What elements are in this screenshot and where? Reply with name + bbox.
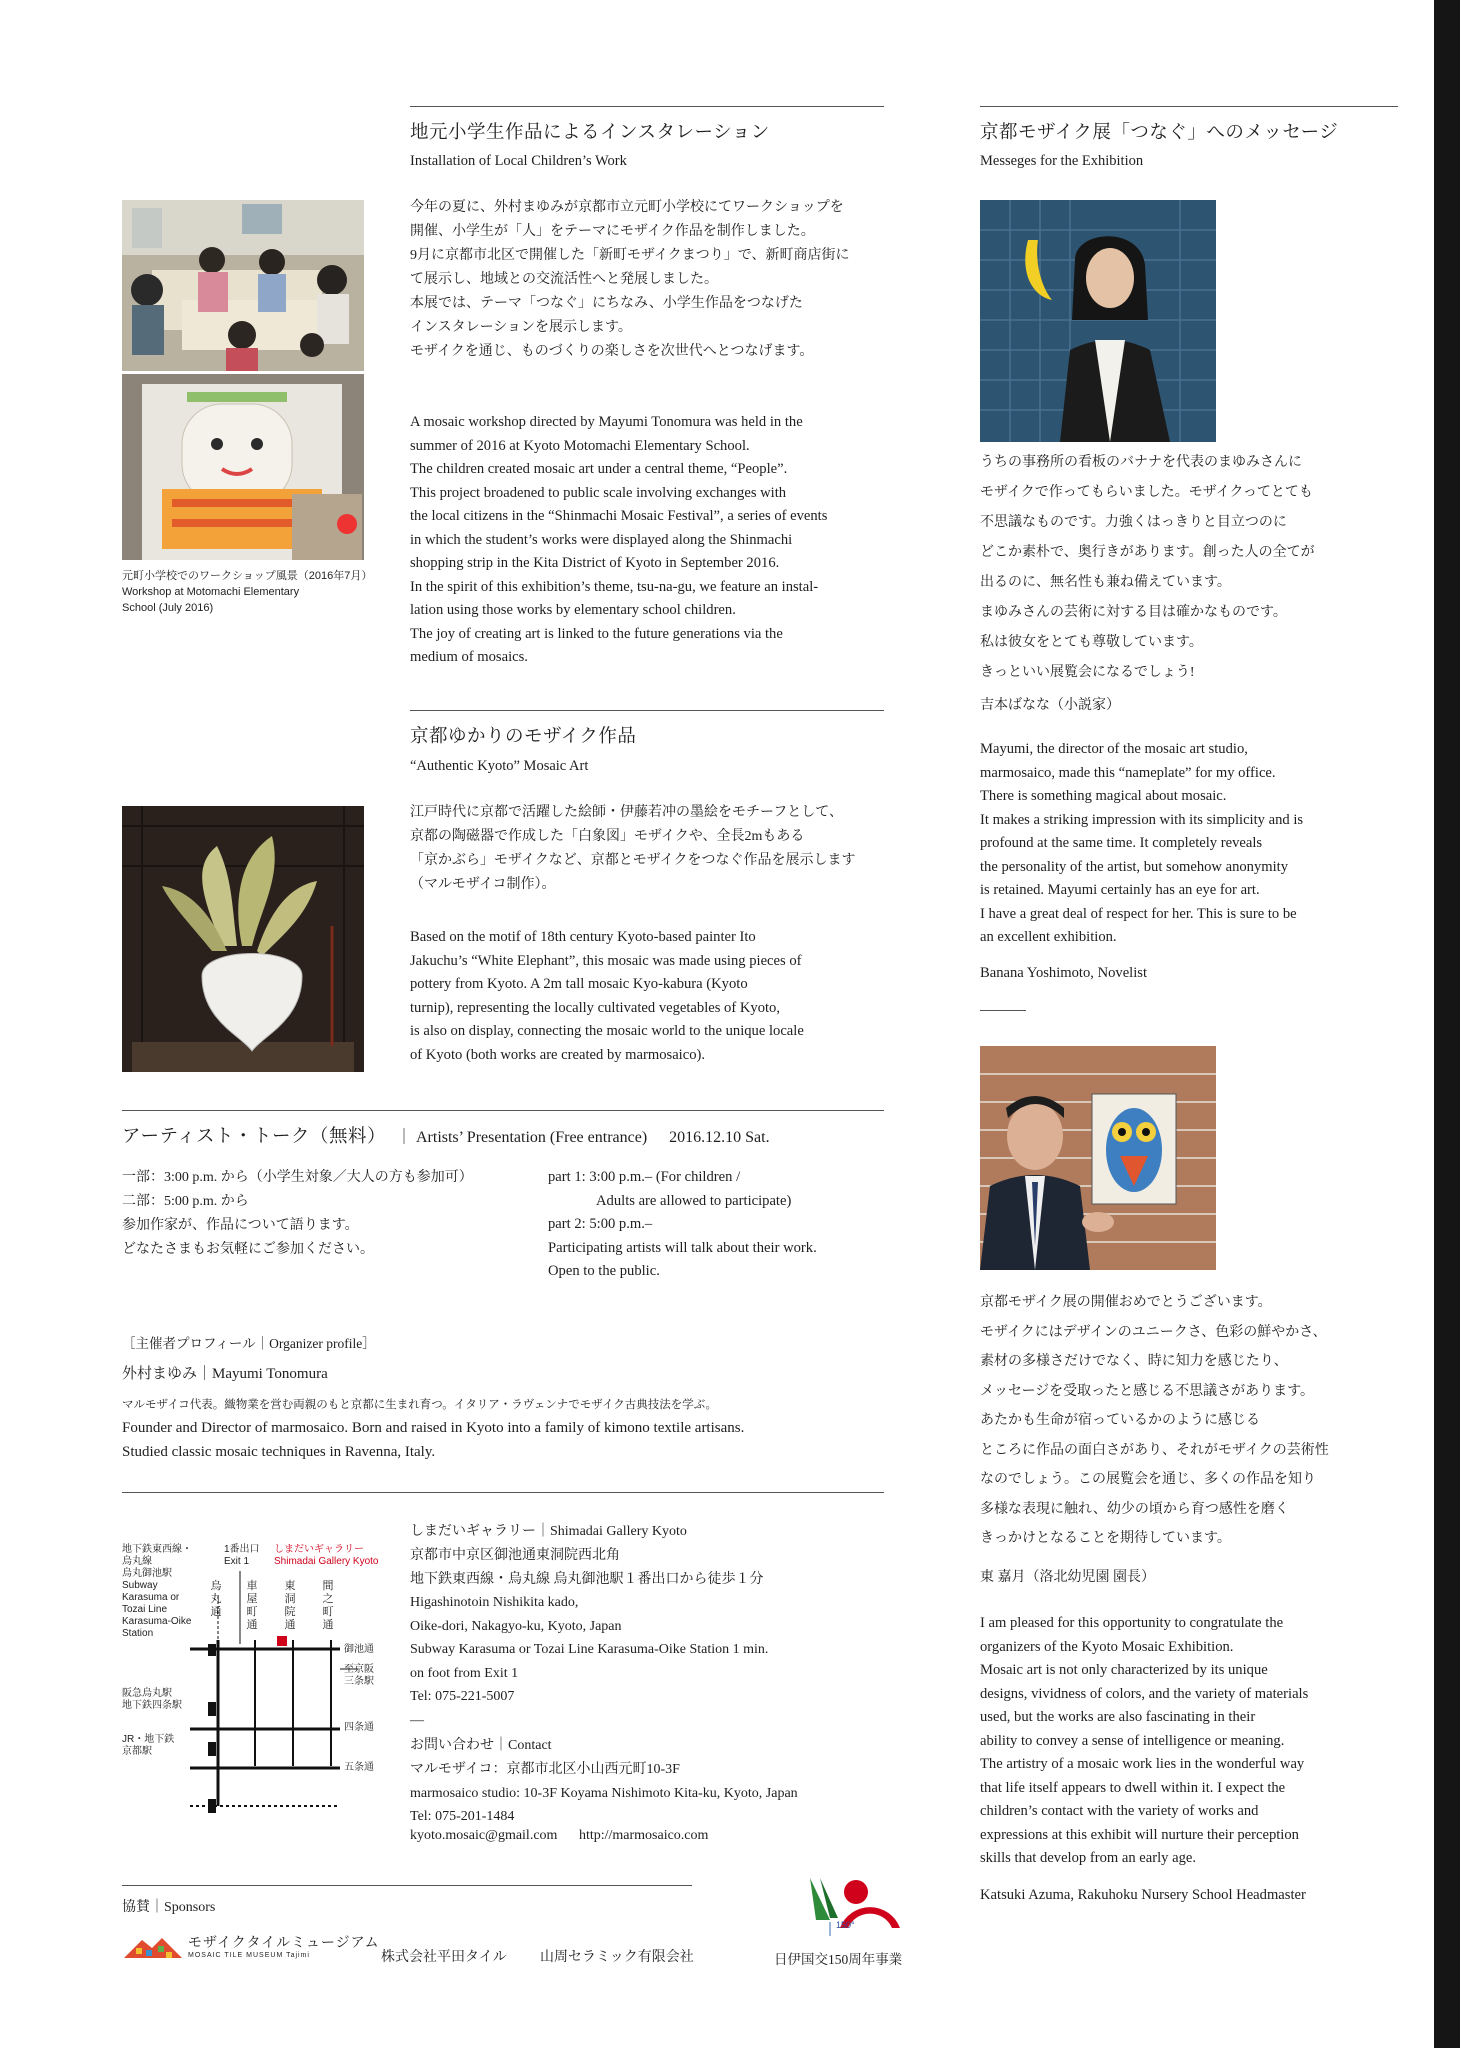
access-map xyxy=(118,1536,400,1826)
map-roads xyxy=(118,1536,400,1826)
section-divider xyxy=(122,1885,692,1886)
email-link[interactable]: kyoto.mosaic@gmail.com xyxy=(410,1828,558,1843)
text-line: expressions at this exhibit will nurture their perception xyxy=(980,1826,1299,1843)
text-line: part 1: 3:00 p.m.– (For children / xyxy=(548,1169,741,1185)
talk-title-en: Artists’ Presentation (Free entrance) xyxy=(415,1129,648,1146)
text-line: an excellent exhibition. xyxy=(980,929,1117,945)
section-divider xyxy=(410,106,884,107)
italy-japan-150-logo xyxy=(800,1870,910,1940)
text-line: Mosaic art is not only characterized by its unique xyxy=(980,1662,1268,1678)
caption-line: School (July 2016) xyxy=(122,602,214,614)
talk-separator: ｜ xyxy=(395,1129,412,1146)
text-line: is retained. Mayumi certainly has an eye for art. xyxy=(980,882,1260,898)
text-line: Based on the motif of 18th century Kyoto-based painter Ito xyxy=(410,929,756,945)
gallery-details xyxy=(410,1544,768,1732)
text-line: turnip), representing the locally cultivated vegetables of Kyoto, xyxy=(410,999,780,1016)
sponsor-hirata-tile: 株式会社平田タイル xyxy=(381,1950,507,1965)
text-line: used, but the works are also fascinating in their xyxy=(980,1709,1256,1725)
jubilee-mark: 150° xyxy=(836,1920,855,1930)
caption-line: Workshop at Motomachi Elementary xyxy=(122,586,300,598)
map-label-subway: 地下鉄東西線・ 烏丸線 烏丸御池駅 Subway Karasuma or Tozai Line Karasuma-Oike Station xyxy=(122,1544,192,1639)
talk-en xyxy=(548,1166,817,1284)
text-line: skills that develop from an early age. xyxy=(980,1850,1196,1866)
text-line: There is something magical about mosaic. xyxy=(980,788,1227,804)
map-label-sanjo: 至京阪 三条駅 xyxy=(344,1664,374,1687)
text-line: Tel: 075-201-1484 xyxy=(410,1809,515,1824)
text-line: インスタレーションを展示します。 xyxy=(410,320,632,335)
text-line: Participating artists will talk about their work. xyxy=(548,1239,817,1256)
text-line: Higashinotoin Nishikita kado, xyxy=(410,1595,579,1610)
text-line: The artistry of a mosaic work lies in the wonderful way xyxy=(980,1756,1305,1772)
text-line: まゆみさんの芸術に対する目は確かなものです。 xyxy=(980,605,1287,620)
text-line: て展示し、地域との交流活性へと発展しました。 xyxy=(410,272,718,287)
text-line: 9月に京都市北区で開催した「新町モザイクまつり」で、新町商店街に xyxy=(410,248,850,263)
message1-jp xyxy=(980,448,1315,688)
map-street-karasuma: 烏丸通 xyxy=(210,1580,222,1618)
text-line: 今年の夏に、外村まゆみが京都市立元町小学校にてワークショップを xyxy=(410,200,844,215)
short-divider xyxy=(980,1010,1026,1011)
organizer-name: 外村まゆみ｜Mayumi Tonomura xyxy=(122,1366,328,1382)
map-label-exit: 1番出口 Exit 1 xyxy=(224,1544,260,1567)
text-line: 開催、小学生が「人」をテーマにモザイク作品を制作しました。 xyxy=(410,224,815,239)
section2-title-en: “Authentic Kyoto” Mosaic Art xyxy=(410,758,589,774)
message2-signature-en: Katsuki Azuma, Rakuhoku Nursery School Headmaster xyxy=(980,1887,1306,1903)
text-line: きっかけとなることを期待しています。 xyxy=(980,1531,1231,1546)
sponsors-heading: 協賛｜Sponsors xyxy=(122,1900,216,1915)
talk-title-jp: アーティスト・トーク（無料） xyxy=(122,1127,386,1147)
organizer-bio-jp: マルモザイコ代表。織物業を営む両親のもと京都に生まれ育つ。イタリア・ラヴェンナでモザイク古典技法を学ぶ。 xyxy=(122,1399,718,1411)
text-line: shopping strip in the Kita District of Kyoto in September 2016. xyxy=(410,555,780,571)
text-line: モザイクを通じ、ものづくりの楽しさを次世代へとつなげます。 xyxy=(410,344,814,359)
organizer-bio-en xyxy=(122,1417,744,1464)
section1-title-en: Installation of Local Children’s Work xyxy=(410,153,627,169)
talk-jp xyxy=(122,1166,473,1262)
text-line: The joy of creating art is linked to the future generations via the xyxy=(410,625,783,642)
museum-name-en: MOSAIC TILE MUSEUM Tajimi xyxy=(188,1952,310,1959)
section-divider xyxy=(122,1492,884,1493)
text-line: ability to convey a sense of intelligence or meaning. xyxy=(980,1732,1285,1749)
section1-title-jp: 地元小学生作品によるインスタレーション xyxy=(410,123,770,143)
text-line: きっといい展覧会になるでしょう! xyxy=(980,665,1195,680)
map-street-ainomachi: 間之町通 xyxy=(322,1580,334,1631)
text-line: in which the student’s works were displayed along the Shinmachi xyxy=(410,531,793,548)
jubilee-label: 日伊国交150周年事業 xyxy=(774,1952,903,1967)
text-line: メッセージを受取ったと感じる不思議さがあります。 xyxy=(980,1383,1315,1399)
text-line: ところに作品の面白さがあり、それがモザイクの芸術性 xyxy=(980,1442,1329,1458)
text-line: Adults are allowed to participate) xyxy=(596,1192,792,1209)
text-line: 二部：5:00 p.m. から xyxy=(122,1194,249,1209)
text-line: that life itself appears to dwell within it. I expect the xyxy=(980,1779,1286,1796)
text-line: どなたさまもお気軽にご参加ください。 xyxy=(122,1242,374,1257)
contact-heading: お問い合わせ｜Contact xyxy=(410,1738,552,1753)
text-line: どこか素朴で、奥行きがあります。創った人の全てが xyxy=(980,545,1315,560)
message1-signature-en: Banana Yoshimoto, Novelist xyxy=(980,965,1148,981)
workshop-photo xyxy=(122,200,364,371)
text-line: 江戸時代に京都で活躍した絵師・伊藤若冲の墨絵をモチーフとして、 xyxy=(410,805,844,820)
message2-jp xyxy=(980,1288,1329,1554)
messages-title-jp: 京都モザイク展「つなぐ」へのメッセージ xyxy=(980,123,1339,143)
text-line: （マルモザイコ制作）。 xyxy=(410,877,556,892)
text-line: lation using those works by elementary school children. xyxy=(410,602,736,618)
talk-heading xyxy=(122,1122,770,1148)
text-line: marmosaico, made this “nameplate” for my office. xyxy=(980,764,1276,781)
text-line: The children created mosaic art under a central theme, “People”. xyxy=(410,461,788,477)
text-line: マルモザイコ：京都市北区小山西元町10-3F xyxy=(410,1762,680,1777)
contact-links xyxy=(410,1828,708,1844)
text-line: This project broadened to public scale involving exchanges with xyxy=(410,484,787,501)
map-label-gojo: 五条通 xyxy=(344,1762,374,1773)
section-divider xyxy=(980,106,1398,107)
mosaic-tile-museum-logo xyxy=(122,1932,380,1966)
text-line: summer of 2016 at Kyoto Motomachi Elementary School. xyxy=(410,437,750,454)
map-label-jr: JR・地下鉄 京都駅 xyxy=(122,1734,175,1757)
text-line: Tel: 075-221-5007 xyxy=(410,1689,515,1704)
text-line: 京都市中京区御池通東洞院西北角 xyxy=(410,1548,620,1563)
text-line: 参加作家が、作品について語ります。 xyxy=(122,1218,359,1233)
gallery-name: しまだいギャラリー｜Shimadai Gallery Kyoto xyxy=(410,1524,687,1539)
message2-en xyxy=(980,1612,1308,1871)
text-line: 一部：3:00 p.m. から（小学生対象／大人の方も参加可） xyxy=(122,1170,473,1185)
section1-body-en xyxy=(410,411,827,670)
text-line: designs, vividness of colors, and the variety of materials xyxy=(980,1685,1309,1702)
text-line: なのでしょう。この展覧会を通じ、多くの作品を知り xyxy=(980,1472,1316,1487)
mosaic-face-photo xyxy=(122,374,364,560)
text-line: children’s contact with the variety of works and xyxy=(980,1803,1259,1819)
section-divider xyxy=(122,1110,884,1111)
text-line: the local citizens in the “Shinmachi Mosaic Festival”, a series of events xyxy=(410,508,828,524)
map-label-hankyu: 阪急烏丸駅 地下鉄四条駅 xyxy=(122,1688,182,1711)
section1-body-jp xyxy=(410,196,849,364)
text-line: pottery from Kyoto. A 2m tall mosaic Kyo-kabura (Kyoto xyxy=(410,976,748,992)
text-line: is also on display, connecting the mosaic world to the unique locale xyxy=(410,1023,804,1039)
text-line: 京都モザイク展の開催おめでとうございます。 xyxy=(980,1295,1272,1310)
text-line: 「京かぶら」モザイクなど、京都とモザイクをつなぐ作品を展示します xyxy=(410,853,856,868)
text-line: of Kyoto (both works are created by marmosaico). xyxy=(410,1046,706,1063)
text-line: Mayumi, the director of the mosaic art studio, xyxy=(980,741,1248,757)
text-line: 素材の多様さだけでなく、時に知力を感じたり、 xyxy=(980,1354,1288,1369)
message2-signature-jp: 東 嘉月（洛北幼児園 園長） xyxy=(980,1570,1155,1585)
message1-signature-jp: 吉本ばなな（小説家） xyxy=(980,698,1120,713)
text-line: 京都の陶磁器で作成した「白象図」モザイクや、全長2mもある xyxy=(410,829,805,844)
contact-details xyxy=(410,1758,798,1829)
section2-title-jp: 京都ゆかりのモザイク作品 xyxy=(410,727,637,747)
text-line: あたかも生命が宿っているかのように感じる xyxy=(980,1413,1260,1428)
section2-body-jp xyxy=(410,801,855,897)
text-line: Open to the public. xyxy=(548,1263,660,1279)
text-line: marmosaico studio: 10-3F Koyama Nishimoto Kita-ku, Kyoto, Japan xyxy=(410,1785,798,1801)
text-line: — xyxy=(410,1712,424,1728)
text-line: I am pleased for this opportunity to congratulate the xyxy=(980,1615,1284,1631)
map-label-shijo: 四条通 xyxy=(344,1722,374,1733)
text-line: モザイクにはデザインのユニークさ、色彩の鮮やかさ、 xyxy=(980,1324,1327,1340)
text-line: 本展では、テーマ「つなぐ」にちなみ、小学生作品をつなげた xyxy=(410,296,803,311)
sponsor-yamashu-ceramic: 山周セラミック有限会社 xyxy=(540,1950,694,1965)
text-line: うちの事務所の看板のバナナを代表のまゆみさんに xyxy=(980,455,1302,470)
text-line: organizers of the Kyoto Mosaic Exhibition. xyxy=(980,1638,1234,1655)
text-line: モザイクで作ってもらいました。モザイクってとても xyxy=(980,485,1313,500)
text-line: Subway Karasuma or Tozai Line Karasuma-Oike Station 1 min. xyxy=(410,1642,769,1657)
text-line: 出るのに、無名性も兼ね備えています。 xyxy=(980,575,1231,590)
text-line: In the spirit of this exhibition’s theme, tsu-na-gu, we feature an instal- xyxy=(410,578,819,595)
caption-line: 元町小学校でのワークショップ風景（2016年7月） xyxy=(122,570,373,582)
text-line: It makes a striking impression with its simplicity and is xyxy=(980,811,1304,828)
text-line: Studied classic mosaic techniques in Ravenna, Italy. xyxy=(122,1443,436,1460)
page-edge-bar xyxy=(1434,0,1460,2048)
section-divider xyxy=(410,710,884,711)
website-link[interactable]: http://marmosaico.com xyxy=(578,1828,709,1843)
turnip-mosaic-photo xyxy=(122,806,364,1072)
organizer-heading: ［主催者プロフィール｜Organizer profile］ xyxy=(122,1336,376,1351)
message1-en xyxy=(980,738,1303,950)
talk-date: 2016.12.10 Sat. xyxy=(669,1129,770,1146)
text-line: part 2: 5:00 p.m.– xyxy=(548,1216,653,1232)
section2-body-en xyxy=(410,926,804,1067)
text-line: I have a great deal of respect for her. This is sure to be xyxy=(980,905,1297,922)
map-street-kurumaya: 車屋町通 xyxy=(246,1580,258,1631)
text-line: on foot from Exit 1 xyxy=(410,1665,519,1681)
text-line: 私は彼女をとても尊敬しています。 xyxy=(980,635,1203,650)
jubilee-logo-icon xyxy=(800,1870,910,1940)
map-label-oike: 御池通 xyxy=(344,1644,374,1655)
text-line: profound at the same time. It completely reveals xyxy=(980,835,1263,851)
text-line: Founder and Director of marmosaico. Born and raised in Kyoto into a family of kimono textile artisans. xyxy=(122,1420,745,1436)
text-line: 多様な表現に触れ、幼少の頃から育つ感性を磨く xyxy=(980,1501,1289,1517)
text-line: Jakuchu’s “White Elephant”, this mosaic was made using pieces of xyxy=(410,952,802,969)
text-line: medium of mosaics. xyxy=(410,649,528,665)
text-line: 地下鉄東西線・烏丸線 烏丸御池駅１番出口から徒歩１分 xyxy=(410,1571,764,1587)
text-line: Oike-dori, Nakagyo-ku, Kyoto, Japan xyxy=(410,1618,622,1634)
messages-title-en: Messeges for the Exhibition xyxy=(980,153,1144,169)
text-line: 不思議なものです。力強くはっきりと目立つのに xyxy=(980,515,1287,530)
katsuki-azuma-photo xyxy=(980,1046,1216,1270)
museum-logo-icon xyxy=(122,1934,184,1960)
museum-name-jp: モザイクタイルミュージアム xyxy=(188,1934,380,1950)
text-line: A mosaic workshop directed by Mayumi Tonomura was held in the xyxy=(410,414,803,430)
map-label-gallery: しまだいギャラリー Shimadai Gallery Kyoto xyxy=(274,1544,379,1567)
banana-yoshimoto-photo xyxy=(980,200,1216,442)
map-street-higashinotoin: 東洞院通 xyxy=(284,1580,296,1631)
workshop-caption xyxy=(122,568,372,616)
text-line: the personality of the artist, but somehow anonymity xyxy=(980,858,1289,875)
